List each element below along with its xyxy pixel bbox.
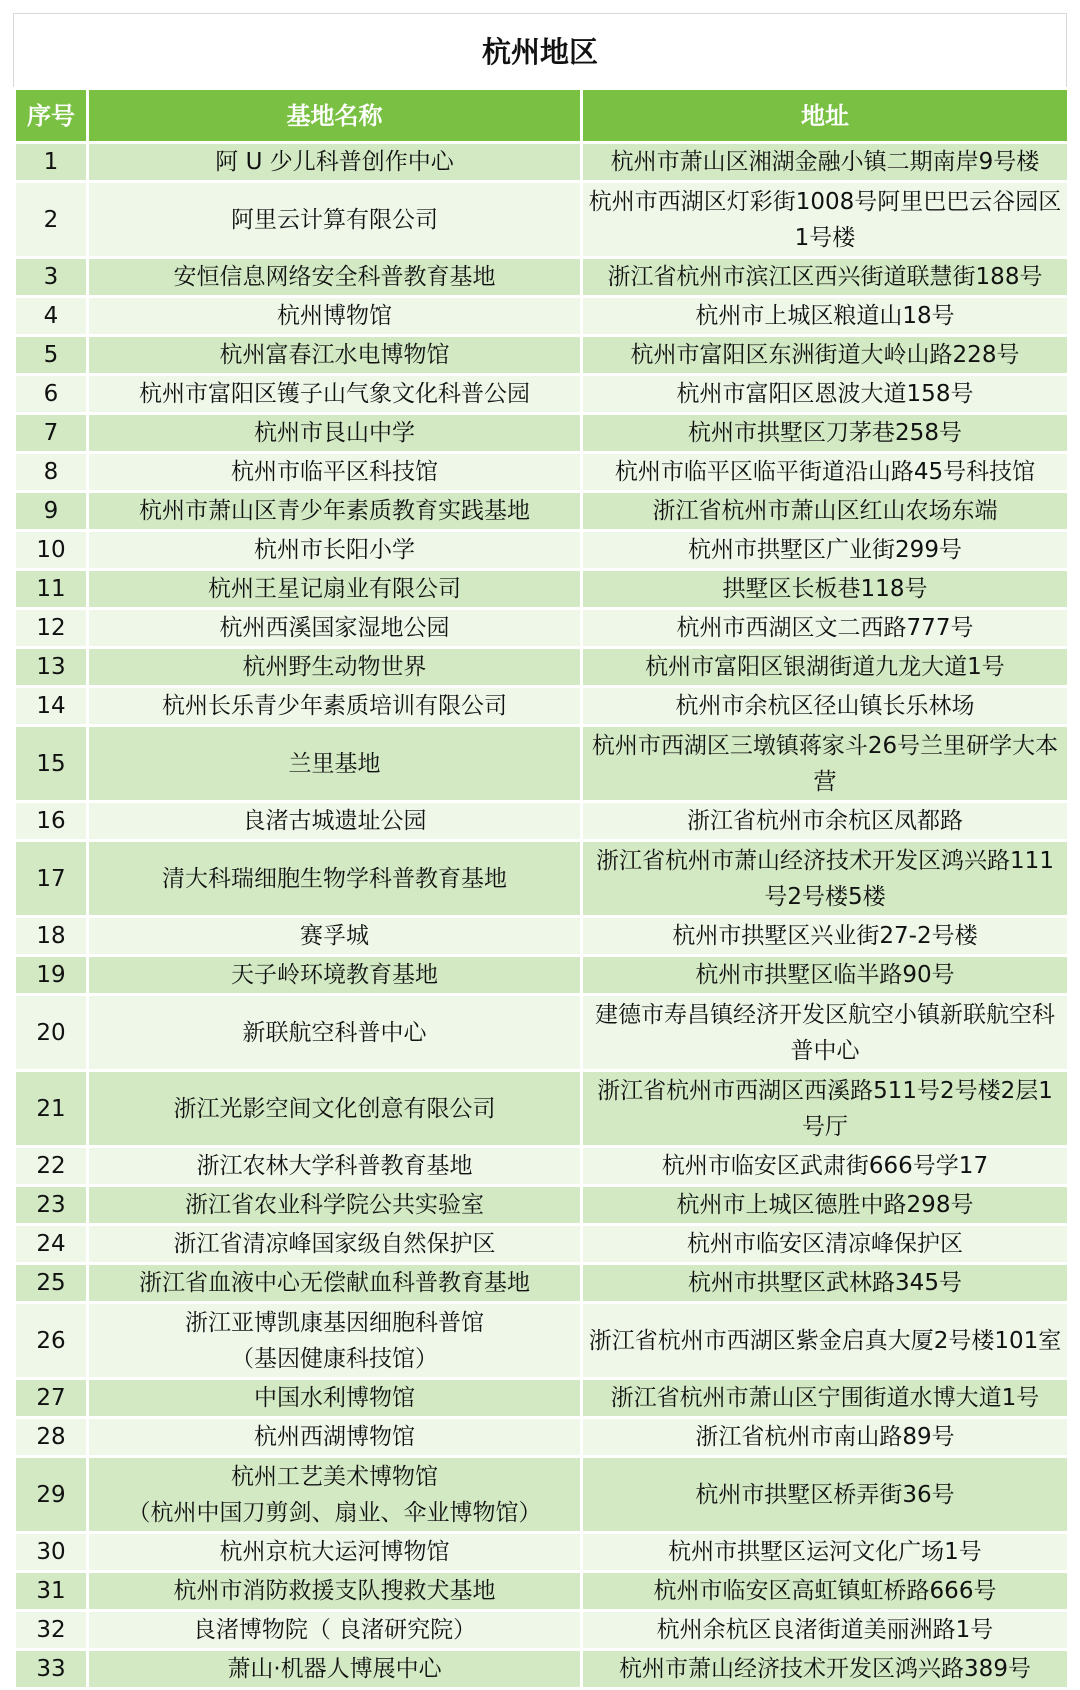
base-address: 浙江省杭州市西湖区西溪路511号2号楼2层1号厅 xyxy=(582,1071,1069,1147)
base-address: 浙江省杭州市萧山区红山农场东端 xyxy=(582,492,1069,531)
row-number: 4 xyxy=(15,297,88,336)
table-row xyxy=(15,143,1069,182)
base-name xyxy=(88,1225,582,1264)
base-address: 杭州市临平区临平街道沿山路45号科技馆 xyxy=(582,453,1069,492)
row-number: 27 xyxy=(15,1379,88,1418)
row-number: 1 xyxy=(15,143,88,182)
base-name xyxy=(88,1186,582,1225)
base-name-line: 杭州市萧山区青少年素质教育实践基地 xyxy=(139,498,530,524)
table-row xyxy=(15,1572,1069,1611)
row-number: 12 xyxy=(15,609,88,648)
row-number: 18 xyxy=(15,917,88,956)
table-row xyxy=(15,802,1069,841)
base-name xyxy=(88,1303,582,1379)
base-name-line: 浙江省清凉峰国家级自然保护区 xyxy=(173,1231,496,1257)
base-name-line: 阿 U 少儿科普创作中心 xyxy=(215,149,454,175)
base-name-line: （杭州中国刀剪剑、扇业、伞业博物馆） xyxy=(127,1499,542,1526)
row-number: 31 xyxy=(15,1572,88,1611)
row-number: 16 xyxy=(15,802,88,841)
base-table xyxy=(13,87,1070,1690)
base-name-line: 杭州市富阳区镬子山气象文化科普公园 xyxy=(139,381,530,407)
row-number: 22 xyxy=(15,1147,88,1186)
base-name-line: 杭州博物馆 xyxy=(277,303,392,329)
base-name-line: （基因健康科技馆） xyxy=(231,1345,438,1372)
table-row xyxy=(15,1418,1069,1457)
base-name-line: 杭州市艮山中学 xyxy=(254,420,415,446)
column-header-name: 基地名称 xyxy=(88,89,582,143)
base-name xyxy=(88,453,582,492)
base-name-line: 浙江光影空间文化创意有限公司 xyxy=(173,1095,496,1122)
row-number: 25 xyxy=(15,1264,88,1303)
base-address: 杭州余杭区良渚街道美丽洲路1号 xyxy=(582,1611,1069,1650)
base-address: 杭州市拱墅区广业街299号 xyxy=(582,531,1069,570)
table-row xyxy=(15,1225,1069,1264)
row-number: 2 xyxy=(15,182,88,258)
table-row xyxy=(15,1303,1069,1379)
table-row xyxy=(15,1650,1069,1689)
table-row xyxy=(15,258,1069,297)
base-address: 杭州市西湖区三墩镇蒋家斗26号兰里研学大本营 xyxy=(582,726,1069,802)
base-name xyxy=(88,1379,582,1418)
base-name xyxy=(88,1071,582,1147)
base-address: 浙江省杭州市南山路89号 xyxy=(582,1418,1069,1457)
base-name-line: 良渚博物院（ 良渚研究院） xyxy=(192,1617,477,1643)
base-address: 杭州市拱墅区武林路345号 xyxy=(582,1264,1069,1303)
base-name-line: 杭州野生动物世界 xyxy=(242,654,427,680)
base-name xyxy=(88,956,582,995)
table-row xyxy=(15,453,1069,492)
table-row xyxy=(15,1379,1069,1418)
base-name-line: 杭州富春江水电博物馆 xyxy=(219,342,450,368)
base-name xyxy=(88,687,582,726)
base-name-line: 杭州京杭大运河博物馆 xyxy=(219,1539,450,1565)
base-name xyxy=(88,336,582,375)
table-row xyxy=(15,1457,1069,1533)
table-row xyxy=(15,570,1069,609)
base-name-line: 杭州市临平区科技馆 xyxy=(231,459,438,485)
page-title: 杭州地区 xyxy=(13,13,1067,87)
row-number: 21 xyxy=(15,1071,88,1147)
row-number: 15 xyxy=(15,726,88,802)
base-name xyxy=(88,297,582,336)
base-address: 浙江省杭州市滨江区西兴街道联慧街188号 xyxy=(582,258,1069,297)
base-address: 杭州市富阳区银湖街道九龙大道1号 xyxy=(582,648,1069,687)
base-name xyxy=(88,492,582,531)
table-row xyxy=(15,1611,1069,1650)
base-name xyxy=(88,258,582,297)
base-name-line: 萧山·机器人博展中心 xyxy=(227,1656,442,1682)
table-row xyxy=(15,687,1069,726)
column-header-no: 序号 xyxy=(15,89,88,143)
base-name xyxy=(88,995,582,1071)
table-row xyxy=(15,1533,1069,1572)
table-row xyxy=(15,375,1069,414)
row-number: 24 xyxy=(15,1225,88,1264)
row-number: 6 xyxy=(15,375,88,414)
base-address: 杭州市临安区高虹镇虹桥路666号 xyxy=(582,1572,1069,1611)
base-name-line: 新联航空科普中心 xyxy=(242,1019,427,1046)
base-name xyxy=(88,609,582,648)
table-row xyxy=(15,917,1069,956)
base-address: 浙江省杭州市萧山经济技术开发区鸿兴路111号2号楼5楼 xyxy=(582,841,1069,917)
base-address: 建德市寿昌镇经济开发区航空小镇新联航空科普中心 xyxy=(582,995,1069,1071)
base-address: 杭州市拱墅区桥弄街36号 xyxy=(582,1457,1069,1533)
base-address: 杭州市富阳区东洲街道大岭山路228号 xyxy=(582,336,1069,375)
base-address: 杭州市西湖区灯彩街1008号阿里巴巴云谷园区1号楼 xyxy=(582,182,1069,258)
base-address: 杭州市萧山区湘湖金融小镇二期南岸9号楼 xyxy=(582,143,1069,182)
base-name-line: 杭州西湖博物馆 xyxy=(254,1424,415,1450)
row-number: 14 xyxy=(15,687,88,726)
base-name-line: 安恒信息网络安全科普教育基地 xyxy=(173,264,496,290)
base-name-line: 良渚古城遗址公园 xyxy=(242,808,427,834)
base-name xyxy=(88,1418,582,1457)
table-row xyxy=(15,956,1069,995)
base-name-line: 杭州市长阳小学 xyxy=(254,537,415,563)
base-address: 杭州市上城区德胜中路298号 xyxy=(582,1186,1069,1225)
row-number: 11 xyxy=(15,570,88,609)
table-row xyxy=(15,182,1069,258)
base-name xyxy=(88,1457,582,1533)
base-name-line: 阿里云计算有限公司 xyxy=(231,206,438,233)
row-number: 28 xyxy=(15,1418,88,1457)
base-address: 杭州市拱墅区临半路90号 xyxy=(582,956,1069,995)
base-name xyxy=(88,1650,582,1689)
row-number: 17 xyxy=(15,841,88,917)
row-number: 13 xyxy=(15,648,88,687)
row-number: 10 xyxy=(15,531,88,570)
row-number: 9 xyxy=(15,492,88,531)
base-name xyxy=(88,531,582,570)
base-name xyxy=(88,1572,582,1611)
base-address: 浙江省杭州市萧山区宁围街道水博大道1号 xyxy=(582,1379,1069,1418)
base-name-line: 赛孚城 xyxy=(300,923,369,949)
base-name-line: 杭州工艺美术博物馆 xyxy=(231,1463,438,1490)
base-name-line: 杭州市消防救援支队搜救犬基地 xyxy=(173,1578,496,1604)
row-number: 8 xyxy=(15,453,88,492)
base-name-line: 浙江省血液中心无偿献血科普教育基地 xyxy=(139,1270,530,1296)
base-name xyxy=(88,726,582,802)
base-name xyxy=(88,841,582,917)
base-address: 杭州市上城区粮道山18号 xyxy=(582,297,1069,336)
table-row xyxy=(15,336,1069,375)
base-name xyxy=(88,648,582,687)
base-name-line: 杭州王星记扇业有限公司 xyxy=(208,576,461,602)
base-name xyxy=(88,1533,582,1572)
base-address: 杭州市富阳区恩波大道158号 xyxy=(582,375,1069,414)
table-row xyxy=(15,297,1069,336)
base-address: 杭州市临安区武肃街666号学17 xyxy=(582,1147,1069,1186)
base-address: 浙江省杭州市西湖区紫金启真大厦2号楼101室 xyxy=(582,1303,1069,1379)
base-address: 杭州市临安区清凉峰保护区 xyxy=(582,1225,1069,1264)
row-number: 3 xyxy=(15,258,88,297)
table-row xyxy=(15,1264,1069,1303)
base-address: 杭州市萧山经济技术开发区鸿兴路389号 xyxy=(582,1650,1069,1689)
table-row xyxy=(15,648,1069,687)
base-name xyxy=(88,143,582,182)
base-name xyxy=(88,375,582,414)
base-name xyxy=(88,570,582,609)
base-name xyxy=(88,1147,582,1186)
table-row xyxy=(15,995,1069,1071)
base-name xyxy=(88,414,582,453)
row-number: 19 xyxy=(15,956,88,995)
base-name-line: 浙江亚博凯康基因细胞科普馆 xyxy=(185,1309,484,1336)
table-row xyxy=(15,1186,1069,1225)
row-number: 26 xyxy=(15,1303,88,1379)
table-row xyxy=(15,609,1069,648)
row-number: 33 xyxy=(15,1650,88,1689)
table-row xyxy=(15,841,1069,917)
row-number: 23 xyxy=(15,1186,88,1225)
base-name-line: 杭州长乐青少年素质培训有限公司 xyxy=(162,693,507,719)
table-row xyxy=(15,726,1069,802)
table-row xyxy=(15,414,1069,453)
table-row xyxy=(15,492,1069,531)
sheet xyxy=(13,13,1067,1690)
column-header-address: 地址 xyxy=(582,89,1069,143)
base-name-line: 天子岭环境教育基地 xyxy=(231,962,438,988)
row-number: 7 xyxy=(15,414,88,453)
row-number: 20 xyxy=(15,995,88,1071)
base-name xyxy=(88,182,582,258)
base-address: 杭州市拱墅区刀茅巷258号 xyxy=(582,414,1069,453)
base-address: 浙江省杭州市余杭区凤都路 xyxy=(582,802,1069,841)
base-name-line: 浙江省农业科学院公共实验室 xyxy=(185,1192,484,1218)
base-name-line: 杭州西溪国家湿地公园 xyxy=(219,615,450,641)
base-address: 杭州市余杭区径山镇长乐林场 xyxy=(582,687,1069,726)
base-name-line: 中国水利博物馆 xyxy=(254,1385,415,1411)
base-name-line: 兰里基地 xyxy=(288,750,381,777)
base-name xyxy=(88,1264,582,1303)
table-row xyxy=(15,1147,1069,1186)
row-number: 29 xyxy=(15,1457,88,1533)
base-name-line: 清大科瑞细胞生物学科普教育基地 xyxy=(162,865,507,892)
table-row xyxy=(15,1071,1069,1147)
base-address: 杭州市拱墅区兴业街27-2号楼 xyxy=(582,917,1069,956)
row-number: 30 xyxy=(15,1533,88,1572)
row-number: 32 xyxy=(15,1611,88,1650)
base-address: 杭州市西湖区文二西路777号 xyxy=(582,609,1069,648)
base-name xyxy=(88,917,582,956)
header-row xyxy=(15,89,1069,143)
table-row xyxy=(15,531,1069,570)
base-name xyxy=(88,802,582,841)
base-address: 拱墅区长板巷118号 xyxy=(582,570,1069,609)
base-name-line: 浙江农林大学科普教育基地 xyxy=(196,1153,473,1179)
row-number: 5 xyxy=(15,336,88,375)
base-name xyxy=(88,1611,582,1650)
base-address: 杭州市拱墅区运河文化广场1号 xyxy=(582,1533,1069,1572)
